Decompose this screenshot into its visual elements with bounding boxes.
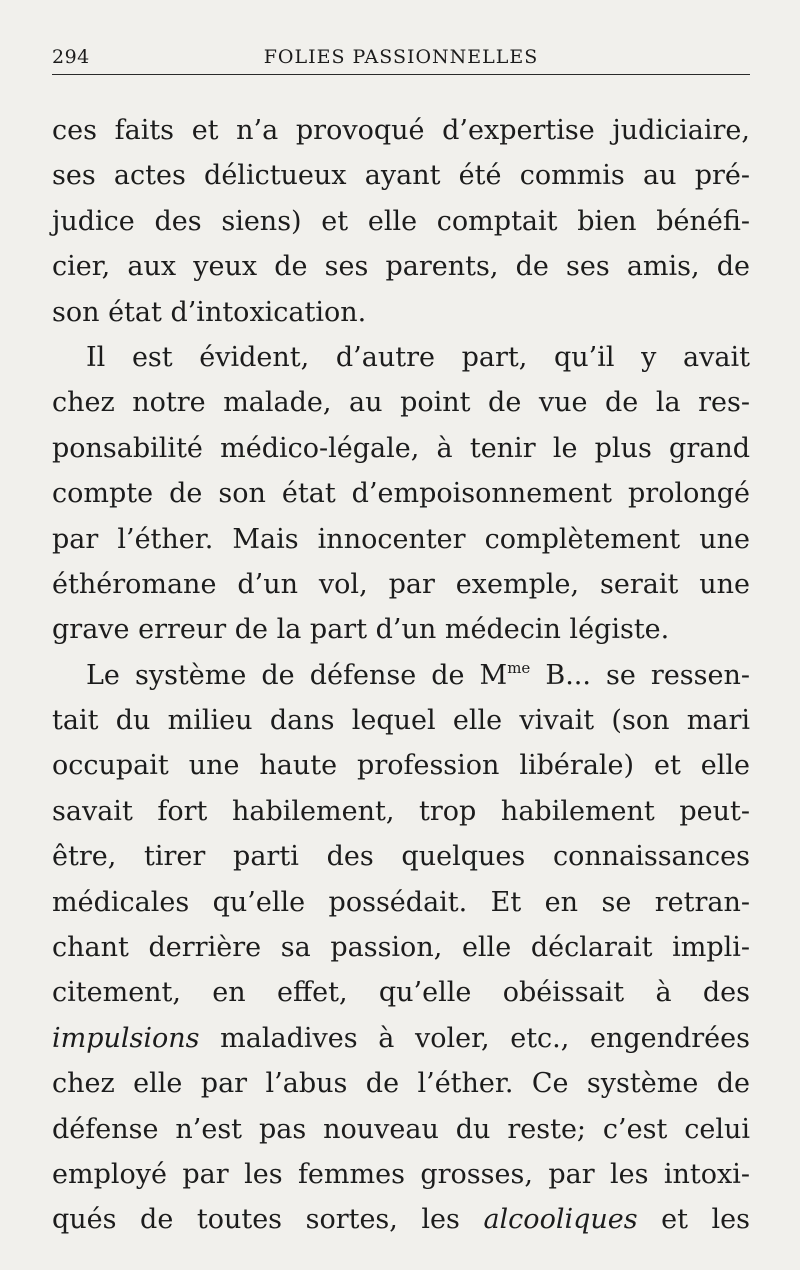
body-text [52,108,750,1243]
text-segment: B... se ressen- [530,659,750,691]
text-line: occupait une haute profession libérale) et elle [52,750,750,782]
text-line: cier, aux yeux de ses parents, de ses amis, de [52,251,750,283]
text-segment: et les [637,1204,751,1236]
text-line: être, tirer parti des quelques connaissances [52,841,750,873]
text-line: tait du milieu dans lequel elle vivait (son mari [52,705,750,737]
text-line [52,653,750,698]
text-line: ses actes délictueux ayant été commis au pré- [52,160,750,192]
text-line: éthéromane d’un vol, par exemple, serait une [52,568,750,600]
page-number: 294 [52,46,90,68]
text-line [52,1016,750,1061]
text-line: Il est évident, d’autre part, qu’il y avait [86,341,750,373]
superscript-abbrev: me [507,658,531,677]
italic-word: alcooliques [483,1204,638,1236]
text-segment: qués de toutes sortes, les [52,1204,484,1236]
text-line: défense n’est pas nouveau du reste; c’est celui [52,1113,750,1145]
text-line: par l’éther. Mais innocenter complètement une [52,523,750,555]
text-line: compte de son état d’empoisonnement prolongé [52,478,750,510]
text-line: son état d’intoxication. [52,296,367,328]
text-line [52,1197,750,1242]
text-line: judice des siens) et elle comptait bien bénéfi- [52,205,750,237]
text-segment: maladives à voler, etc., engendrées [199,1022,750,1054]
text-line: médicales qu’elle possédait. Et en se retran- [52,886,750,918]
text-line: citement, en effet, qu’elle obéissait à des [52,977,750,1009]
text-line: chant derrière sa passion, elle déclarait impli- [52,932,750,964]
text-line: ponsabilité médico-légale, à tenir le plus grand [52,432,750,464]
text-line: ces faits et n’a provoqué d’expertise judiciaire, [52,115,750,146]
text-line: savait fort habilement, trop habilement peut- [52,795,750,827]
page-header [52,40,750,75]
text-line: chez elle par l’abus de l’éther. Ce système de [52,1068,750,1100]
running-title: FOLIES PASSIONNELLES [263,46,539,68]
italic-word: impulsions [52,1022,200,1054]
text-line: chez notre malade, au point de vue de la res- [52,387,750,419]
text-segment: Le système de défense de M [86,659,508,691]
text-line: grave erreur de la part d’un médecin légiste. [52,614,670,646]
text-line: employé par les femmes grosses, par les intoxi- [52,1158,750,1190]
